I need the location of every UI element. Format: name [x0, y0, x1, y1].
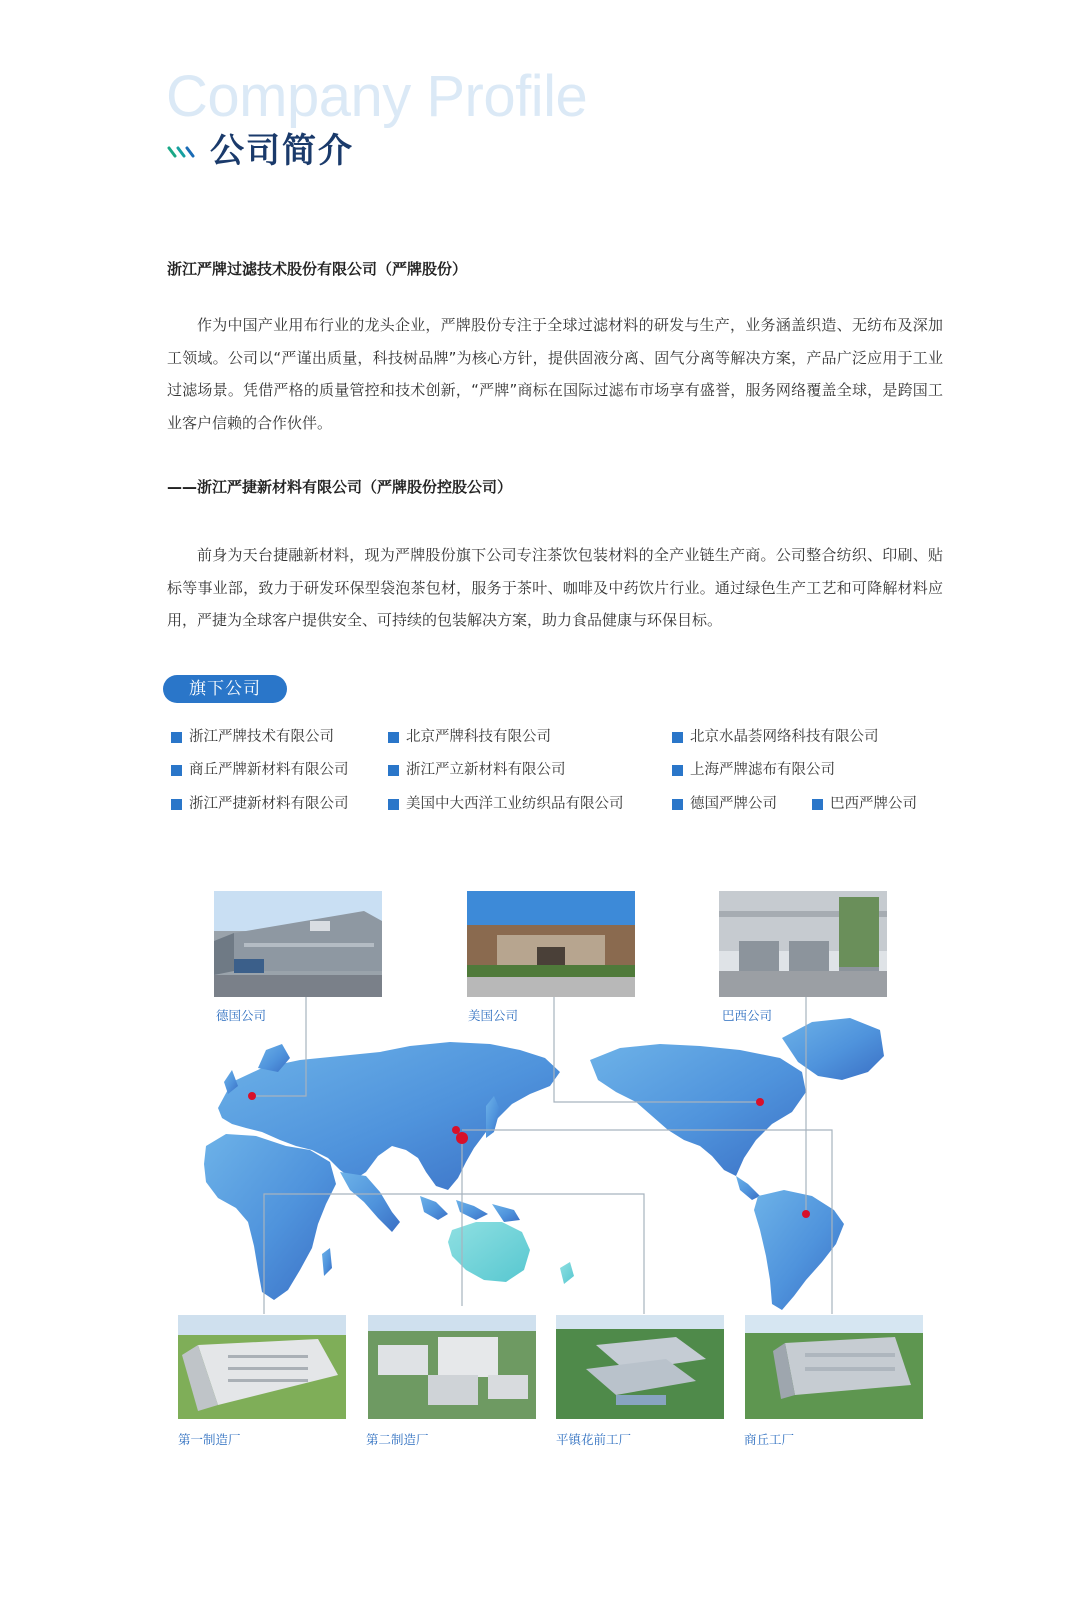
location-marker	[802, 1210, 810, 1218]
subsidiary-item: 上海严牌滤布有限公司	[672, 760, 835, 780]
map-north-america	[590, 1044, 806, 1176]
caption-factory-1: 第一制造厂	[178, 1432, 241, 1447]
caption-usa: 美国公司	[468, 1008, 519, 1023]
subsidiary-item: 浙江严牌技术有限公司	[171, 727, 334, 747]
location-marker	[456, 1132, 468, 1144]
company-intro-yanjie: 前身为天台捷融新材料，现为严牌股份旗下公司专注茶饮包装材料的全产业链生产商。公司整合纺织、印刷、贴标等事业部，致力于研发环保型袋泡茶包材，服务于茶叶、咖啡及中药饮片行业。通过绿色生产工艺和可降解材料应用，严捷为全球客户提供安全、可持续的包装解决方案，助力食品健康与环保目标。	[167, 546, 943, 629]
photo-factory-shangqiu	[745, 1315, 923, 1419]
subsidiary-item: 北京严牌科技有限公司	[388, 727, 551, 747]
subsidiaries-label: 旗下公司	[163, 675, 287, 703]
caption-factory-shangqiu: 商丘工厂	[744, 1432, 795, 1447]
photo-factory-2	[368, 1315, 536, 1419]
subsidiary-item: 浙江严立新材料有限公司	[388, 760, 566, 780]
location-marker	[248, 1092, 256, 1100]
company-intro-yanpai: 作为中国产业用布行业的龙头企业，严牌股份专注于全球过滤材料的研发与生产，业务涵盖织造、无纺布及深加工领域。公司以“严谨出质量，科技树品牌”为核心方针，提供固液分离、固气分离等解决方案，产品广泛应用于工业过滤场景。凭借严格的质量管控和技术创新，“严牌”商标在国际过滤布市场享有盛誉，服务网络覆盖全球，是跨国工业客户信赖的合作伙伴。	[167, 316, 943, 432]
page-title-english: Company Profile	[166, 64, 588, 129]
subsidiary-item: 德国严牌公司	[672, 794, 777, 814]
map-africa	[204, 1134, 336, 1300]
photo-usa-office	[467, 891, 635, 997]
map-south-america	[754, 1190, 844, 1310]
subsidiary-item: 商丘严牌新材料有限公司	[171, 760, 349, 780]
map-australia	[448, 1222, 530, 1282]
location-marker	[756, 1098, 764, 1106]
company-name-yanpai: 浙江严牌过滤技术股份有限公司（严牌股份）	[167, 260, 468, 278]
caption-factory-2: 第二制造厂	[366, 1432, 429, 1447]
page-title: 公司简介	[210, 131, 354, 171]
subsidiary-item: 北京水晶荟网络科技有限公司	[672, 727, 879, 747]
photo-factory-1	[178, 1315, 346, 1419]
company-name-yanjie: ——浙江严捷新材料有限公司（严牌股份控股公司）	[167, 478, 513, 496]
photo-factory-pingzhen	[556, 1315, 724, 1419]
location-marker	[452, 1126, 460, 1134]
caption-germany: 德国公司	[216, 1008, 267, 1023]
subsidiary-item: 美国中大西洋工业纺织品有限公司	[388, 794, 624, 814]
photo-germany-office	[214, 891, 382, 997]
subsidiary-item: 巴西严牌公司	[812, 794, 917, 814]
subsidiary-item: 浙江严捷新材料有限公司	[171, 794, 349, 814]
caption-brazil: 巴西公司	[722, 1008, 773, 1023]
caption-factory-pingzhen: 平镇花前工厂	[556, 1432, 632, 1447]
photo-brazil-office	[719, 891, 887, 997]
